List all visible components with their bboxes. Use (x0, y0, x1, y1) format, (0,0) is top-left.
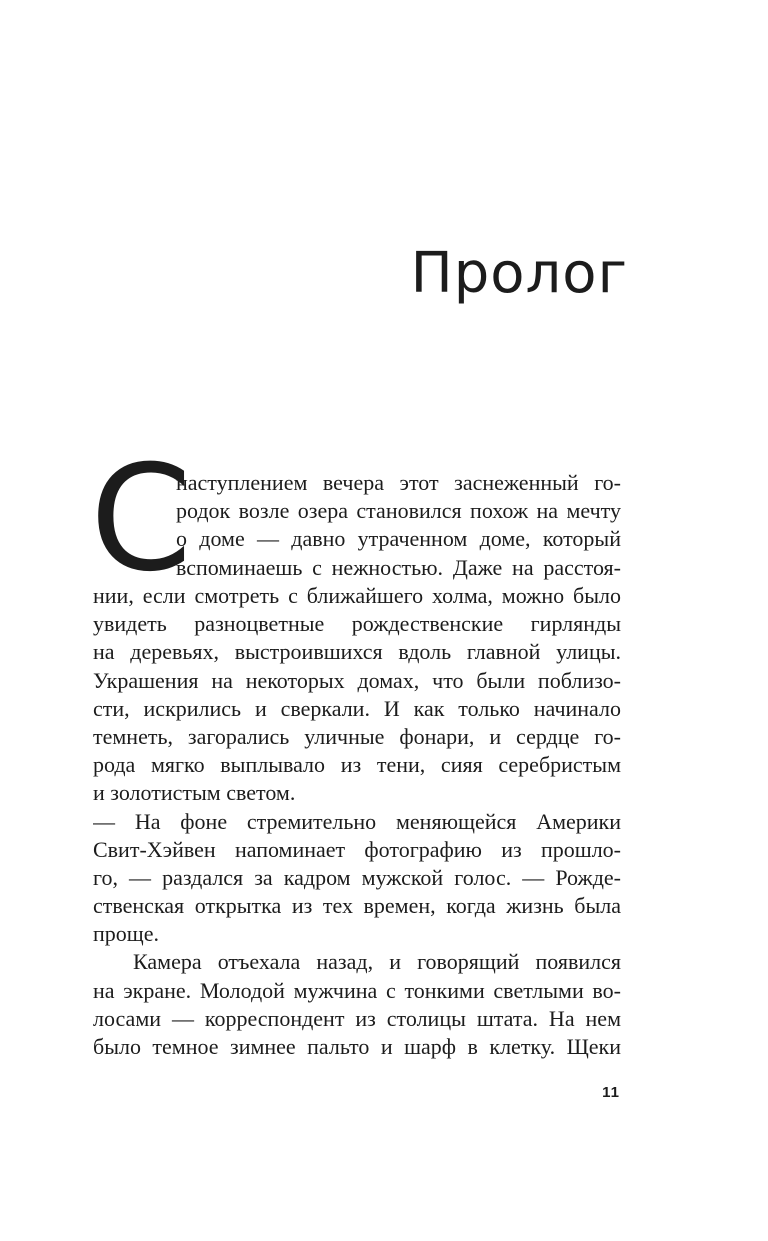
page-number: 11 (602, 1084, 620, 1101)
text-line: проще. (93, 921, 159, 947)
text-line: Украшения на некоторых домах, что были поблизо- (93, 667, 621, 693)
text-line: вспоминаешь с нежностью. Даже на расстоя- (176, 554, 621, 580)
text-line: родок возле озера становился похож на мечту (176, 498, 621, 524)
text-line: было темное зимнее пальто и шарф в клетку. Щеки (93, 1034, 621, 1059)
text-line: сти, искрились и сверкали. И как только начинало (93, 695, 621, 721)
text-line: лосами — корреспондент из столицы штата. На нем (93, 1005, 621, 1031)
drop-cap-paragraph (176, 469, 621, 582)
text-line: увидеть разноцветные рождественские гирлянды (93, 611, 621, 637)
text-line: рода мягко выплывало из тени, сияя серебристым (93, 752, 621, 778)
drop-cap: С (90, 434, 192, 604)
text-line: Камера отъехала назад, и говорящий появился (133, 949, 621, 975)
text-line: нии, если смотреть с ближайшего холма, можно было (93, 583, 621, 608)
text-line: на экране. Молодой мужчина с тонкими светлыми во- (93, 977, 621, 1003)
text-line: го, — раздался за кадром мужской голос. — Рожде- (93, 864, 621, 890)
text-line: на деревьях, выстроившихся вдоль главной улицы. (93, 639, 621, 665)
text-line: — На фоне стремительно меняющейся Америки (93, 808, 621, 834)
text-line: темнеть, загорались уличные фонари, и сердце го- (93, 723, 621, 749)
text-line: наступлением вечера этот заснеженный го- (176, 470, 621, 495)
text-line: ственская открытка из тех времен, когда жизнь была (93, 893, 621, 919)
text-line: о доме — давно утраченном доме, который (176, 526, 621, 552)
text-line: и золотистым светом. (93, 780, 296, 806)
body-text (93, 582, 621, 1061)
text-line: Свит-Хэйвен напоминает фотографию из прошло- (93, 836, 621, 862)
chapter-title: Пролог (410, 241, 628, 306)
